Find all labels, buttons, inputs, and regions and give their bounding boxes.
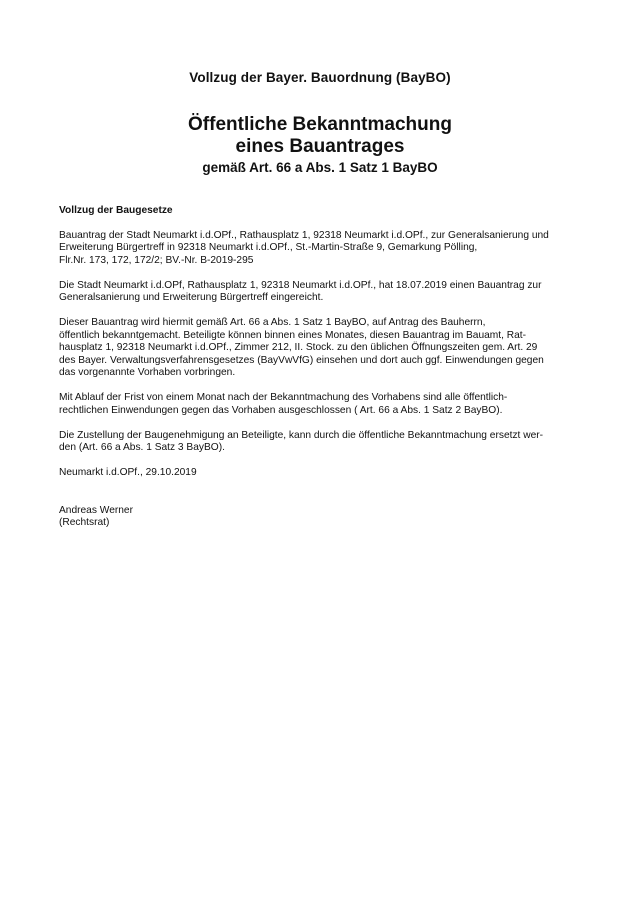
paragraph-line: Erweiterung Bürgertreff in 92318 Neumarkt i.d.OPf., St.-Martin-Straße 9, Gemarkung Pölling, xyxy=(59,242,478,253)
paragraph-line: des Bayer. Verwaltungsverfahrensgesetzes (BayVwVfG) einsehen und dort auch ggf. Einwendungen gegen xyxy=(59,354,544,366)
title-line-1: Öffentliche Bekanntmachung xyxy=(188,114,452,135)
paragraph-application xyxy=(59,230,589,268)
paragraph-line: hausplatz 1, 92318 Neumarkt i.d.OPf., Zimmer 212, II. Stock. zu den üblichen Öffnungszeiten gem. Art. 29 xyxy=(59,342,538,353)
paragraph-line: öffentlich bekanntgemacht. Beteiligte können binnen eines Monates, diesen Bauantrag im Bauamt, Rat- xyxy=(59,329,527,341)
document-body xyxy=(59,205,589,530)
paragraph-line: Die Zustellung der Baugenehmigung an Beteiligte, kann durch die öffentliche Bekanntmachung ersetzt wer- xyxy=(59,429,544,441)
paragraph-submission xyxy=(59,280,589,305)
law-header: Vollzug der Bayer. Bauordnung (BayBO) xyxy=(189,70,451,85)
paragraph-deadline xyxy=(59,392,589,417)
section-heading: Vollzug der Baugesetze xyxy=(59,205,173,216)
paragraph-line: Flr.Nr. 173, 172, 172/2; BV.-Nr. B-2019-295 xyxy=(59,254,254,266)
paragraph-delivery xyxy=(59,430,589,455)
signature-block xyxy=(59,505,589,530)
place-date: Neumarkt i.d.OPf., 29.10.2019 xyxy=(59,467,197,478)
signatory-name: Andreas Werner xyxy=(59,504,133,516)
paragraph-line: rechtlichen Einwendungen gegen das Vorhaben ausgeschlossen ( Art. 66 a Abs. 1 Satz 2 BayBO). xyxy=(59,404,503,416)
paragraph-line: Dieser Bauantrag wird hiermit gemäß Art. 66 a Abs. 1 Satz 1 BayBO, auf Antrag des Bauherrn, xyxy=(59,317,486,328)
paragraph-line: das vorgenannte Vorhaben vorbringen. xyxy=(59,367,236,378)
paragraph-announcement xyxy=(59,317,589,380)
paragraph-line: Bauantrag der Stadt Neumarkt i.d.OPf., Rathausplatz 1, 92318 Neumarkt i.d.OPf., zur Generalsanierung und xyxy=(59,229,549,241)
paragraph-line: Generalsanierung und Erweiterung Bürgertreff eingereicht. xyxy=(59,292,324,303)
signatory-title: (Rechtsrat) xyxy=(59,517,110,528)
subtitle: gemäß Art. 66 a Abs. 1 Satz 1 BayBO xyxy=(202,160,438,175)
title-line-2: eines Bauantrages xyxy=(235,136,405,157)
paragraph-line: Die Stadt Neumarkt i.d.OPf, Rathausplatz 1, 92318 Neumarkt i.d.OPf., hat 18.07.2019 einen Bauantrag zur xyxy=(59,279,542,291)
paragraph-line: den (Art. 66 a Abs. 1 Satz 3 BayBO). xyxy=(59,442,225,453)
title-block xyxy=(0,114,640,177)
paragraph-line: Mit Ablauf der Frist von einem Monat nach der Bekanntmachung des Vorhabens sind alle öffentlich- xyxy=(59,392,508,403)
